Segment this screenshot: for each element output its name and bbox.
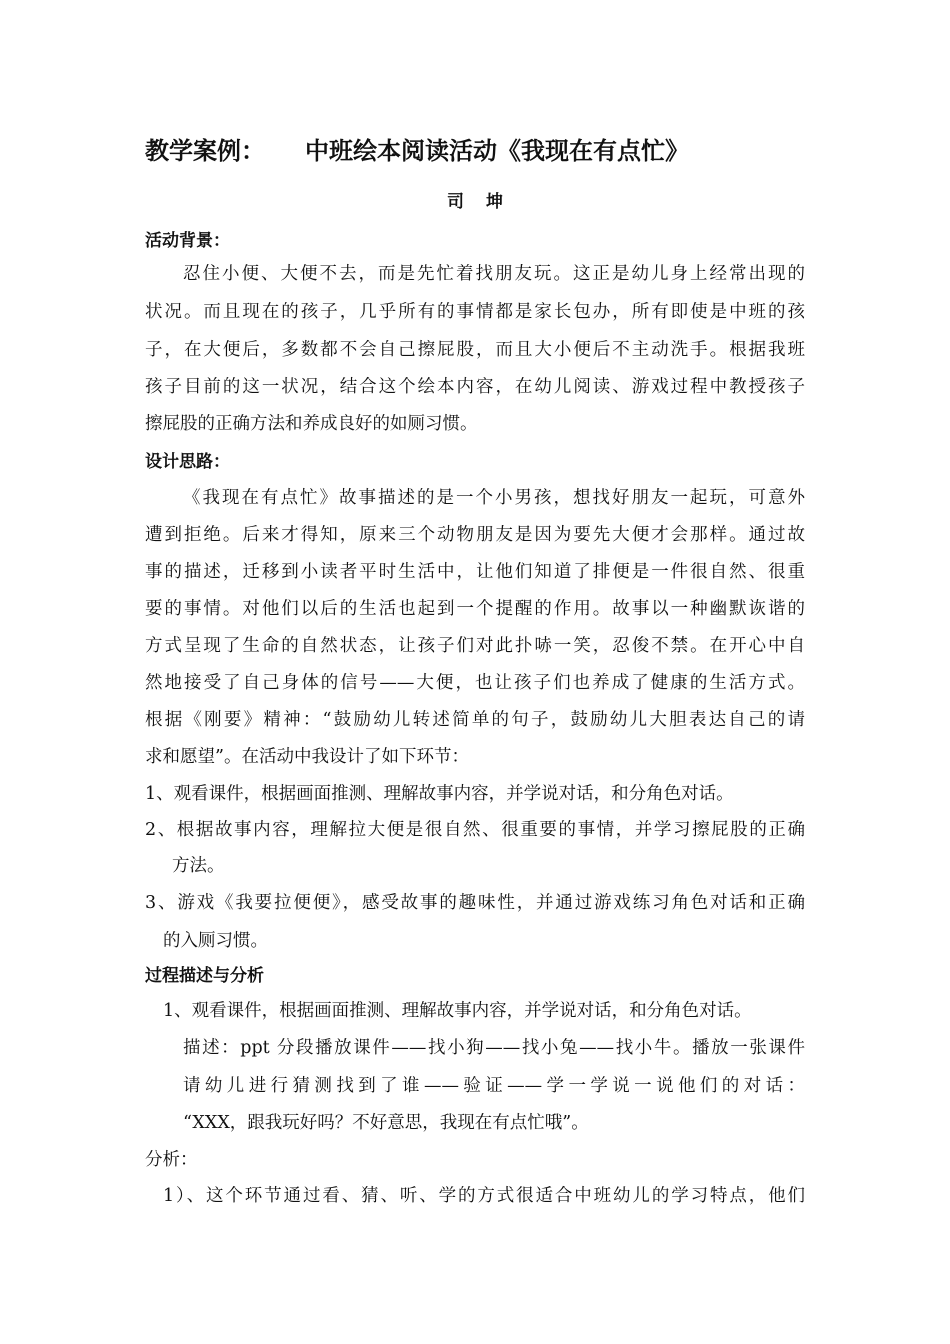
description-line: “XXX，跟我玩好吗？不好意思，我现在有点忙哦”。 [183, 1113, 589, 1133]
paragraph-line: 状况。而且现在的孩子，几乎所有的事情都是家长包办，所有即使是中班的孩 [145, 302, 805, 322]
analysis-line: 1）、这个环节通过看、猜、听、学的方式很适合中班幼儿的学习特点，他们 [163, 1186, 805, 1206]
list-item: 1、观看课件，根据画面推测、理解故事内容，并学说对话，和分角色对话。 [145, 784, 734, 804]
description-line: 描述：ppt 分段播放课件——找小狗——找小兔——找小牛。播放一张课件 [183, 1038, 805, 1058]
section-heading-process: 过程描述与分析 [145, 966, 264, 986]
paragraph-line: 子，在大便后，多数都不会自己擦屁股，而且大小便后不主动洗手。根据我班 [145, 340, 805, 360]
section-heading-background: 活动背景： [145, 231, 230, 251]
paragraph-line: 《我现在有点忙》故事描述的是一个小男孩，想找好朋友一起玩，可意外 [183, 488, 805, 508]
paragraph-line: 忍住小便、大便不去，而是先忙着找朋友玩。这正是幼儿身上经常出现的 [183, 264, 805, 284]
paragraph-line: 要的事情。对他们以后的生活也起到一个提醒的作用。故事以一种幽默诙谐的 [145, 599, 805, 619]
paragraph-line: 方式呈现了生命的自然状态，让孩子们对此扑哧一笑，忍俊不禁。在开心中自 [145, 636, 805, 656]
process-step: 1、观看课件，根据画面推测、理解故事内容，并学说对话，和分角色对话。 [163, 1001, 752, 1021]
paragraph-line: 事的描述，迁移到小读者平时生活中，让他们知道了排便是一件很自然、很重 [145, 562, 805, 582]
document-title [145, 136, 805, 166]
list-item-continuation: 方法。 [172, 856, 225, 876]
paragraph-line: 孩子目前的这一状况，结合这个绘本内容，在幼儿阅读、游戏过程中教授孩子 [145, 377, 805, 397]
title-prefix: 教学案例： [145, 137, 265, 165]
list-item: 2、根据故事内容，理解拉大便是很自然、很重要的事情，并学习擦屁股的正确 [145, 820, 805, 840]
paragraph-line: 遭到拒绝。后来才得知，原来三个动物朋友是因为要先大便才会那样。通过故 [145, 525, 805, 545]
analysis-label: 分析： [145, 1150, 198, 1170]
list-item-continuation: 的入厕习惯。 [163, 931, 268, 951]
list-item: 3、游戏《我要拉便便》，感受故事的趣味性，并通过游戏练习角色对话和正确 [145, 893, 805, 913]
description-line: 请幼儿进行猜测找到了谁——验证——学一学说一说他们的对话： [183, 1076, 805, 1096]
paragraph-line: 根据《刚要》精神：“鼓励幼儿转述简单的句子，鼓励幼儿大胆表达自己的请 [145, 710, 805, 730]
author-name: 司坤 [447, 192, 525, 212]
paragraph-line: 擦屁股的正确方法和养成良好的如厕习惯。 [145, 414, 478, 434]
section-heading-design: 设计思路： [145, 452, 230, 472]
title-main: 中班绘本阅读活动《我现在有点忙》 [305, 137, 689, 165]
paragraph-line: 然地接受了自己身体的信号——大便，也让孩子们也养成了健康的生活方式。 [145, 673, 805, 693]
paragraph-line: 求和愿望”。在活动中我设计了如下环节： [145, 747, 469, 767]
